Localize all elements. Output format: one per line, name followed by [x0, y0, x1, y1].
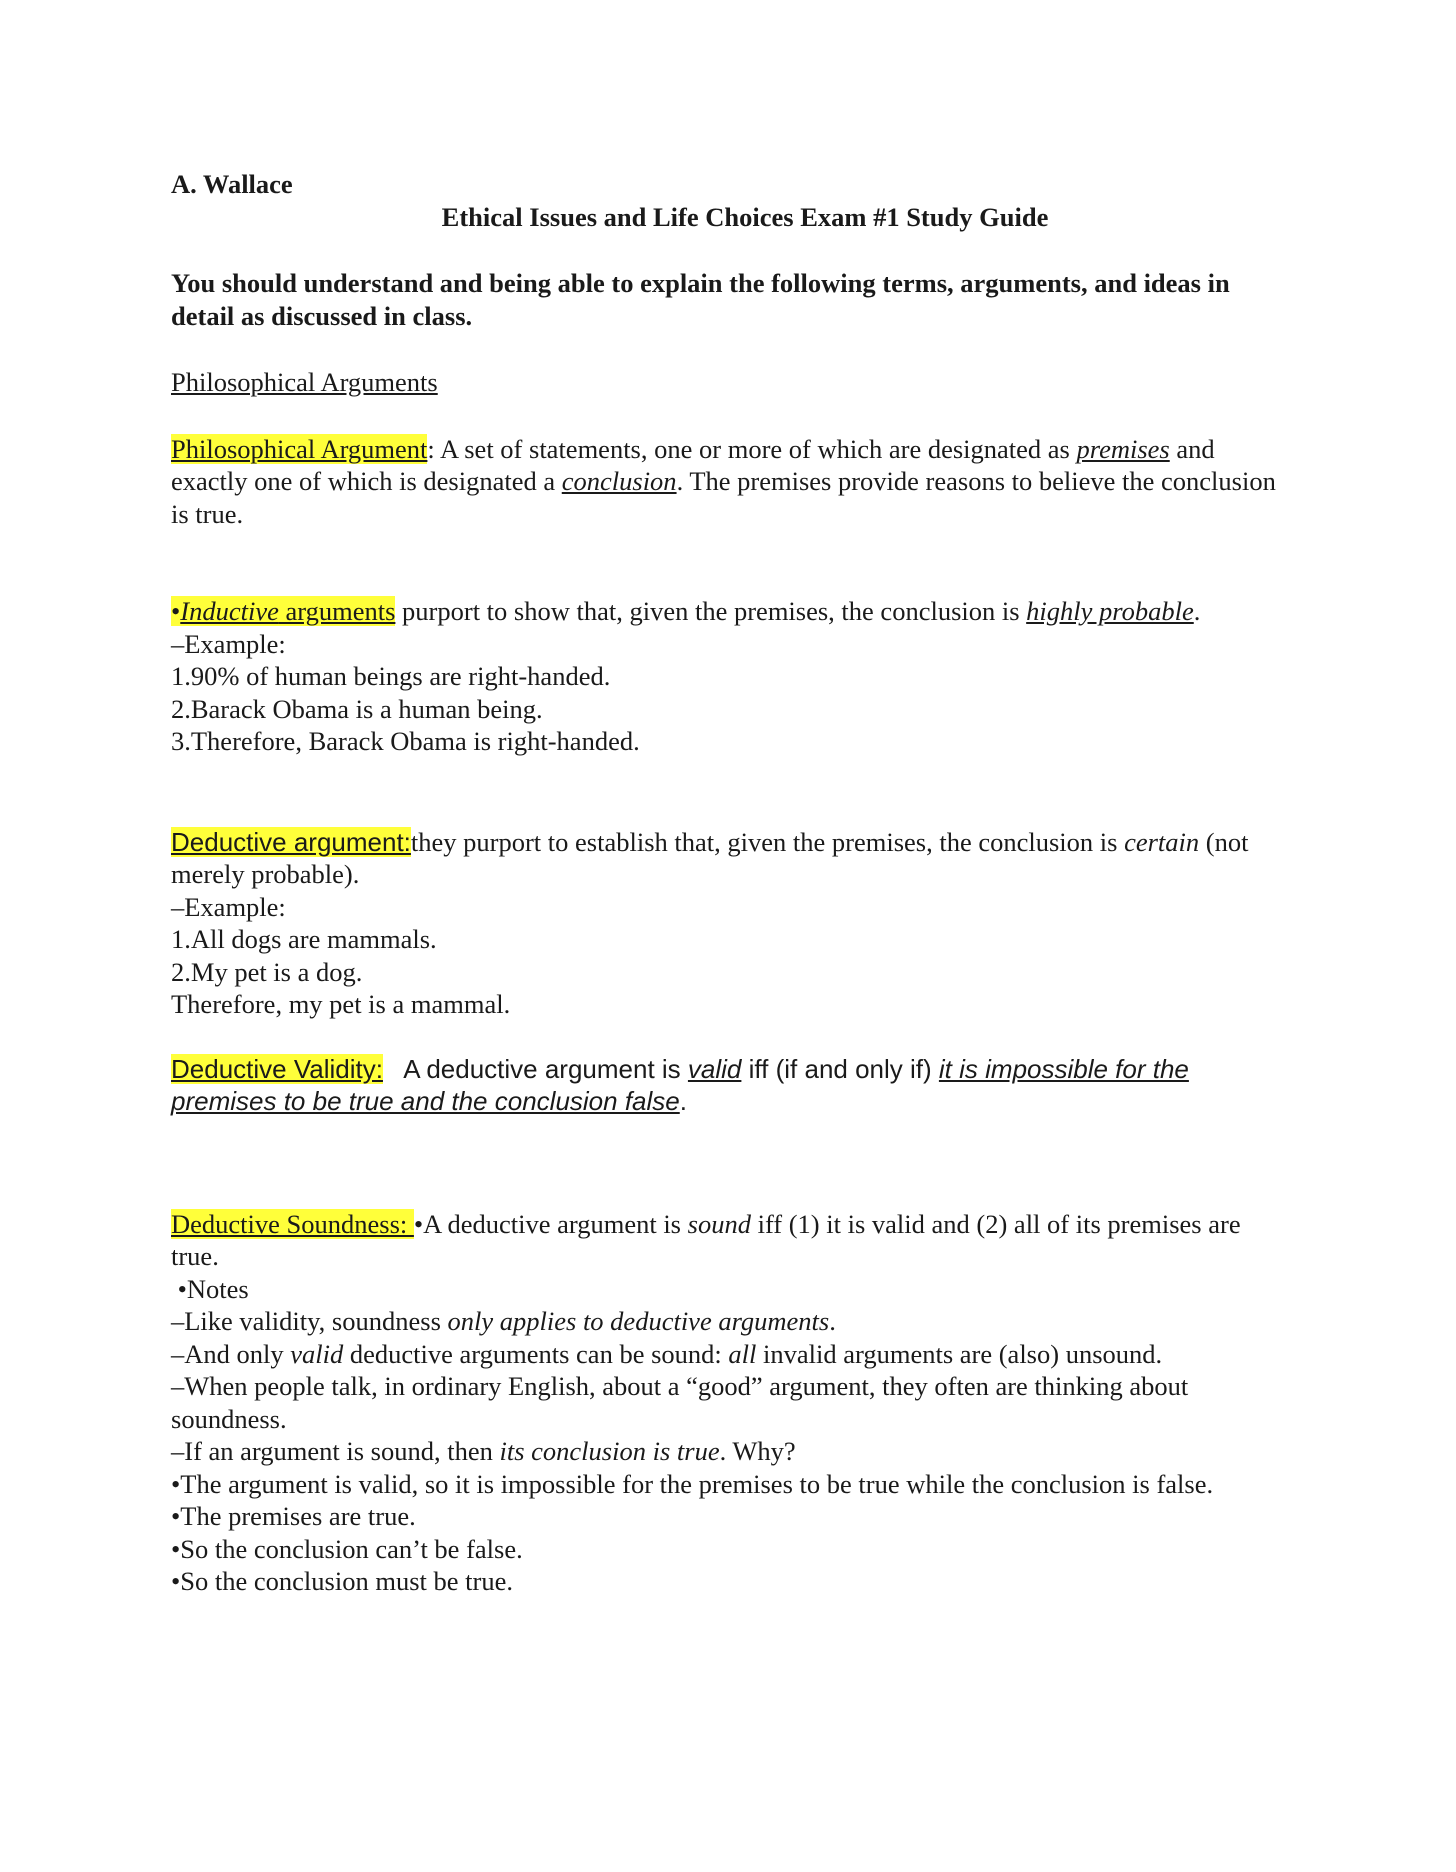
note-line: •So the conclusion can’t be false.: [171, 1533, 523, 1564]
inductive-definition: •Inductive arguments purport to show that, given the premises, the conclusion is highly probable.: [171, 596, 1201, 626]
validity-definition: Deductive Validity: A deductive argument is valid iff (if and only if) it is impossible for the premises to be true and the conclusion false.: [171, 1053, 1189, 1116]
term-certain: certain: [1124, 826, 1200, 857]
term-sound: sound: [687, 1208, 751, 1239]
note-line: •The argument is valid, so it is impossible for the premises to be true while the conclusion is false.: [171, 1468, 1214, 1499]
term-conclusion: conclusion: [561, 466, 677, 496]
term-valid: valid: [687, 1053, 742, 1084]
author-name: A. Wallace: [171, 169, 293, 199]
term-deductive-soundness: Deductive Soundness:: [171, 1208, 414, 1239]
term-inductive-arguments: arguments: [278, 596, 396, 626]
notes-label: •Notes: [171, 1273, 249, 1304]
document-title: Ethical Issues and Life Choices Exam #1 Study Guide: [441, 201, 1049, 232]
term-inductive-arguments-italic: Inductive: [180, 596, 279, 626]
inductive-example-line: 2.Barack Obama is a human being.: [171, 693, 543, 724]
inductive-example-line: 1.90% of human beings are right-handed.: [171, 661, 611, 691]
bullet: •: [171, 596, 181, 626]
document-body: [171, 168, 1291, 1598]
term-highly-probable: highly probable: [1026, 596, 1194, 626]
deductive-example-line: 1.All dogs are mammals.: [171, 924, 437, 954]
inductive-example-label: –Example:: [171, 628, 286, 659]
validity-criterion: it is impossible for the premises to be true and the conclusion false: [171, 1053, 1189, 1116]
term-philosophical-argument: Philosophical Argument: [171, 433, 428, 464]
note-line: •The premises are true.: [171, 1501, 416, 1531]
deductive-block: [171, 826, 1291, 1021]
note-line: –Like validity, soundness only applies to deductive arguments.: [171, 1306, 836, 1336]
philosophical-argument-definition: Philosophical Argument: A set of statements, one or more of which are designated as premises and exactly one of which is designated a conclusion. The premises provide reasons to believe the conclusion is true.: [171, 433, 1276, 529]
term-deductive-argument: Deductive argument:: [171, 826, 411, 857]
deductive-example-line: Therefore, my pet is a mammal.: [171, 989, 511, 1019]
note-line: –If an argument is sound, then its conclusion is true. Why?: [171, 1436, 796, 1466]
deductive-example-label: –Example:: [171, 891, 286, 922]
section-heading: Philosophical Arguments: [171, 367, 438, 397]
soundness-definition: Deductive Soundness: •A deductive argument is sound iff (1) it is valid and (2) all of its premises are true.: [171, 1208, 1241, 1271]
note-line: –When people talk, in ordinary English, about a “good” argument, they often are thinking about soundness.: [171, 1371, 1189, 1434]
term-deductive-validity: Deductive Validity:: [171, 1053, 383, 1084]
note-line: –And only valid deductive arguments can be sound: all invalid arguments are (also) unsound.: [171, 1338, 1163, 1369]
note-line: •So the conclusion must be true.: [171, 1566, 513, 1596]
soundness-block: [171, 1208, 1291, 1598]
inductive-block: [171, 595, 1291, 758]
deductive-example-line: 2.My pet is a dog.: [171, 956, 363, 987]
term-premises: premises: [1076, 433, 1170, 464]
inductive-example-line: 3.Therefore, Barack Obama is right-handed.: [171, 726, 640, 756]
intro-instructions: You should understand and being able to explain the following terms, arguments, and ideas in detail as discussed in class.: [171, 268, 1230, 331]
deductive-definition: Deductive argument:they purport to establish that, given the premises, the conclusion is certain (not merely probable).: [171, 826, 1249, 889]
